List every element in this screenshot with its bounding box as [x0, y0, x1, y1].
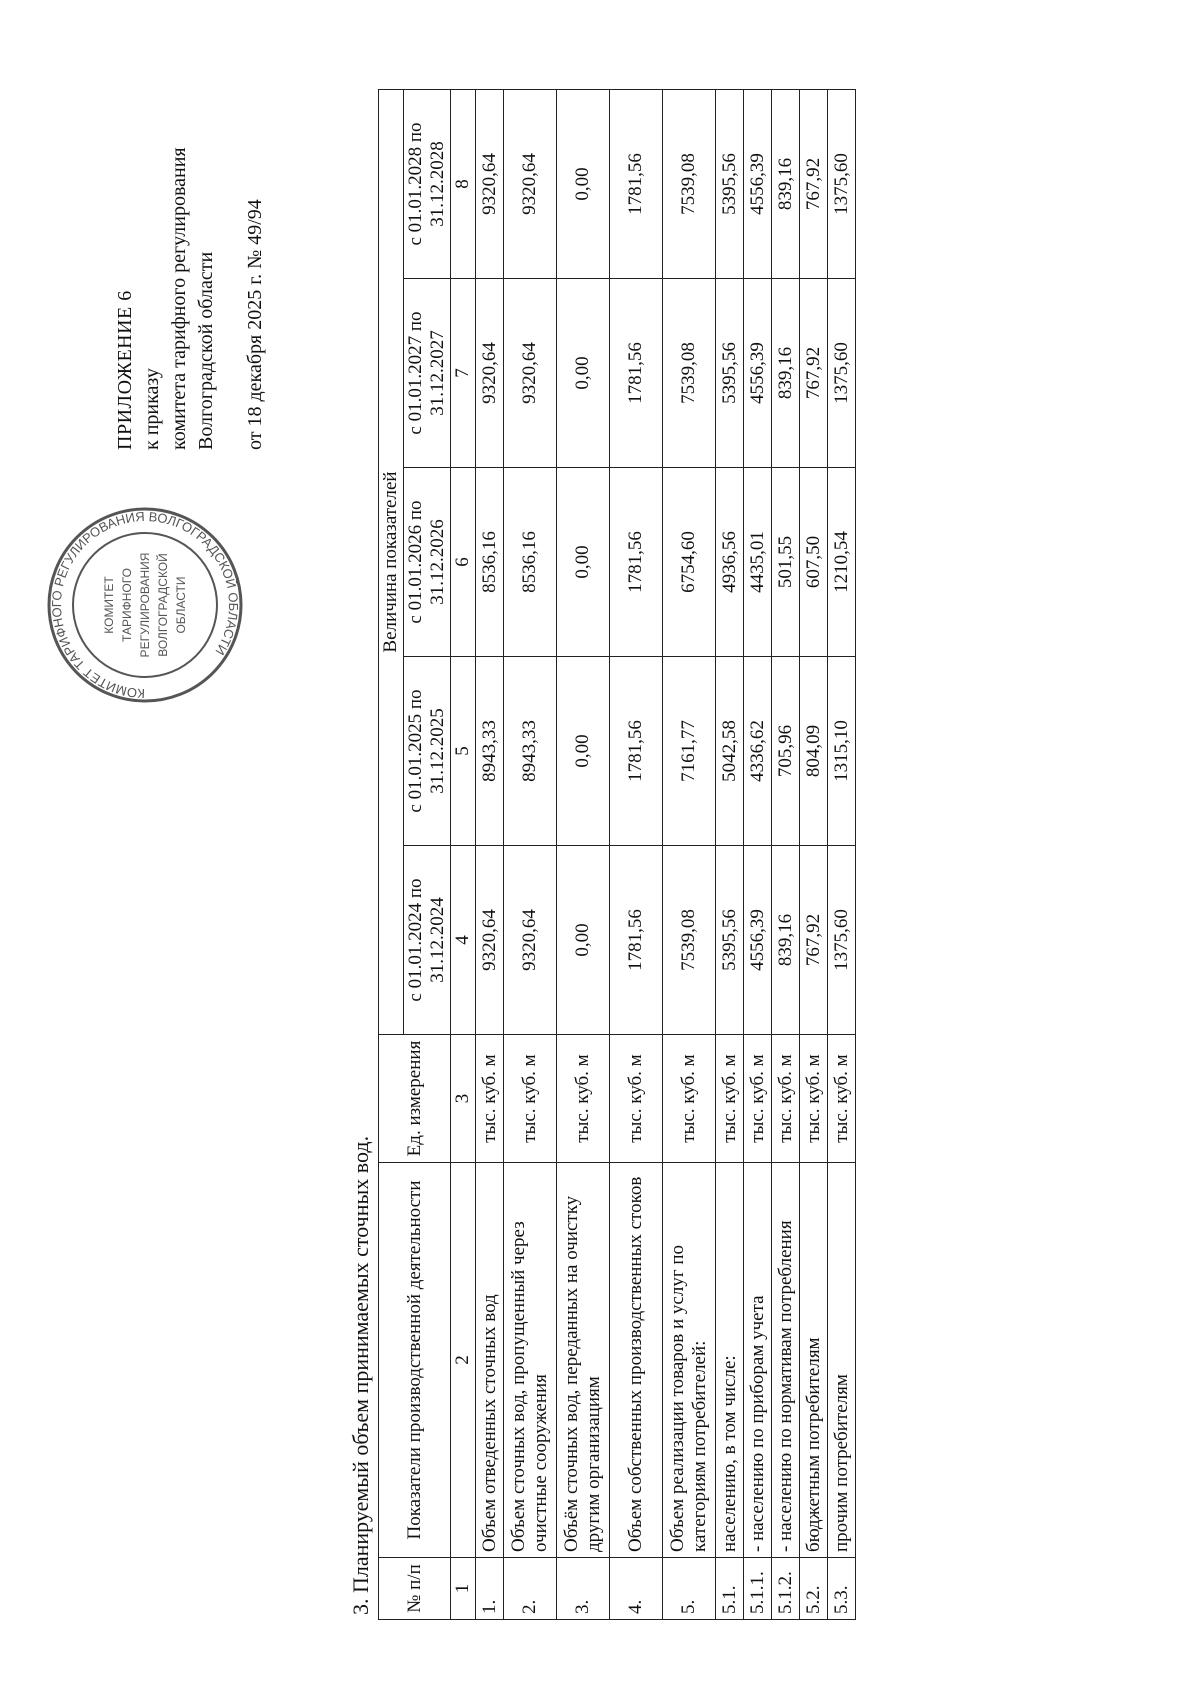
row-value: 8536,16	[476, 468, 504, 657]
table-row	[716, 89, 744, 1619]
table-row	[504, 89, 557, 1619]
row-indicator: Объём сточных вод, переданных на очистку другим организациям	[557, 1163, 610, 1558]
appendix-line: Волгоградской области	[195, 251, 217, 450]
row-value: 4936,56	[716, 468, 744, 657]
row-unit: тыс. куб. м	[476, 1035, 504, 1163]
row-unit: тыс. куб. м	[800, 1035, 828, 1163]
row-unit: тыс. куб. м	[504, 1035, 557, 1163]
row-value: 7539,08	[663, 846, 716, 1035]
row-value: 1781,56	[610, 279, 663, 468]
seal-line: ВОЛГОГРАДСКОЙ	[156, 553, 170, 657]
row-indicator: бюджетным потребителям	[800, 1163, 828, 1558]
row-value: 0,00	[557, 468, 610, 657]
header-indicator: Показатели производственной деятельности	[379, 1163, 451, 1558]
index-cell: 2	[451, 1163, 476, 1558]
row-value: 7539,08	[663, 279, 716, 468]
row-number: 5.	[663, 1558, 716, 1620]
seal-ring-text: КОМИТЕТ ТАРИФНОГО РЕГУЛИРОВАНИЯ ВОЛГОГРАДСКОЙ ОБЛАСТИ	[48, 508, 242, 702]
header-unit: Ед. измерения	[379, 1035, 451, 1163]
row-unit: тыс. куб. м	[610, 1035, 663, 1163]
section-title: 3. Планируемый объем принимаемых сточных вод.	[348, 1135, 373, 1615]
row-value: 4556,39	[744, 279, 772, 468]
row-number: 5.2.	[800, 1558, 828, 1620]
row-value: 1210,54	[828, 468, 856, 657]
row-indicator: Объем собственных производственных стоков	[610, 1163, 663, 1558]
row-value: 5395,56	[716, 846, 744, 1035]
table-row	[476, 89, 504, 1619]
wastewater-table	[378, 89, 856, 1620]
row-value: 1781,56	[610, 89, 663, 278]
row-indicator: - населению по нормативам потребления	[772, 1163, 800, 1558]
row-value: 501,55	[772, 468, 800, 657]
row-indicator: - населению по приборам учета	[744, 1163, 772, 1558]
index-cell: 8	[451, 89, 476, 278]
row-number: 2.	[504, 1558, 557, 1620]
row-value: 9320,64	[476, 846, 504, 1035]
row-unit: тыс. куб. м	[663, 1035, 716, 1163]
row-value: 0,00	[557, 279, 610, 468]
row-indicator: Объем сточных вод, пропущенный через очистные сооружения	[504, 1163, 557, 1558]
table-row	[610, 89, 663, 1619]
table-row	[828, 89, 856, 1619]
header-period: с 01.01.2028 по 31.12.2028	[404, 89, 451, 278]
row-value: 9320,64	[504, 846, 557, 1035]
row-value: 1781,56	[610, 846, 663, 1035]
row-value: 4556,39	[744, 846, 772, 1035]
row-unit: тыс. куб. м	[744, 1035, 772, 1163]
header-period: с 01.01.2025 по 31.12.2025	[404, 657, 451, 846]
row-indicator: Объем отведенных сточных вод	[476, 1163, 504, 1558]
row-number: 4.	[610, 1558, 663, 1620]
table-row	[663, 89, 716, 1619]
row-value: 767,92	[800, 279, 828, 468]
row-value: 4336,62	[744, 657, 772, 846]
row-number: 5.1.	[716, 1558, 744, 1620]
row-unit: тыс. куб. м	[716, 1035, 744, 1163]
row-number: 3.	[557, 1558, 610, 1620]
seal-line: КОМИТЕТ	[102, 576, 116, 634]
row-value: 4435,01	[744, 468, 772, 657]
header-period: с 01.01.2027 по 31.12.2027	[404, 279, 451, 468]
table-row	[800, 89, 828, 1619]
index-cell: 1	[451, 1558, 476, 1620]
row-value: 5395,56	[716, 89, 744, 278]
row-value: 7539,08	[663, 89, 716, 278]
row-value: 1375,60	[828, 279, 856, 468]
header-period: с 01.01.2026 по 31.12.2026	[404, 468, 451, 657]
row-value: 767,92	[800, 846, 828, 1035]
header-group: Величина показателей	[379, 89, 404, 1034]
header-period: с 01.01.2024 по 31.12.2024	[404, 846, 451, 1035]
row-number: 5.1.2.	[772, 1558, 800, 1620]
row-number: 5.1.1.	[744, 1558, 772, 1620]
table-row	[744, 89, 772, 1619]
row-value: 5042,58	[716, 657, 744, 846]
appendix-title: ПРИЛОЖЕНИЕ 6	[114, 290, 136, 450]
appendix-header	[112, 30, 269, 450]
row-value: 9320,64	[476, 279, 504, 468]
row-unit: тыс. куб. м	[772, 1035, 800, 1163]
row-value: 839,16	[772, 846, 800, 1035]
row-value: 607,50	[800, 468, 828, 657]
row-value: 8943,33	[504, 657, 557, 846]
row-value: 1781,56	[610, 657, 663, 846]
header-num: № п/п	[379, 1558, 451, 1620]
appendix-line: комитета тарифного регулирования	[168, 147, 190, 450]
row-value: 9320,64	[476, 89, 504, 278]
index-cell: 6	[451, 468, 476, 657]
row-indicator: населению, в том числе:	[716, 1163, 744, 1558]
index-cell: 7	[451, 279, 476, 468]
row-unit: тыс. куб. м	[828, 1035, 856, 1163]
index-cell: 5	[451, 657, 476, 846]
row-value: 8943,33	[476, 657, 504, 846]
row-value: 7161,77	[663, 657, 716, 846]
row-value: 5395,56	[716, 279, 744, 468]
index-cell: 3	[451, 1035, 476, 1163]
table-row	[772, 89, 800, 1619]
appendix-date: от 18 декабря 2025 г. № 49/94	[244, 199, 266, 450]
row-number: 1.	[476, 1558, 504, 1620]
row-value: 767,92	[800, 89, 828, 278]
appendix-line: к приказу	[141, 368, 163, 450]
table-row	[557, 89, 610, 1619]
row-value: 1781,56	[610, 468, 663, 657]
row-value: 0,00	[557, 846, 610, 1035]
seal-line: РЕГУЛИРОВАНИЯ	[138, 552, 152, 658]
seal-line: ОБЛАСТИ	[174, 576, 188, 634]
row-value: 839,16	[772, 89, 800, 278]
row-value: 804,09	[800, 657, 828, 846]
row-value: 839,16	[772, 279, 800, 468]
row-value: 9320,64	[504, 279, 557, 468]
seal-line: ТАРИФНОГО	[120, 568, 134, 642]
official-seal	[45, 505, 245, 705]
row-value: 4556,39	[744, 89, 772, 278]
row-value: 1315,10	[828, 657, 856, 846]
row-unit: тыс. куб. м	[557, 1035, 610, 1163]
row-value: 0,00	[557, 89, 610, 278]
row-indicator: прочим потребителям	[828, 1163, 856, 1558]
row-number: 5.3.	[828, 1558, 856, 1620]
row-value: 1375,60	[828, 846, 856, 1035]
row-value: 6754,60	[663, 468, 716, 657]
row-value: 8536,16	[504, 468, 557, 657]
row-indicator: Объем реализации товаров и услуг по категориям потребителей:	[663, 1163, 716, 1558]
index-cell: 4	[451, 846, 476, 1035]
index-row	[451, 89, 476, 1619]
row-value: 0,00	[557, 657, 610, 846]
row-value: 9320,64	[504, 89, 557, 278]
row-value: 705,96	[772, 657, 800, 846]
row-value: 1375,60	[828, 89, 856, 278]
